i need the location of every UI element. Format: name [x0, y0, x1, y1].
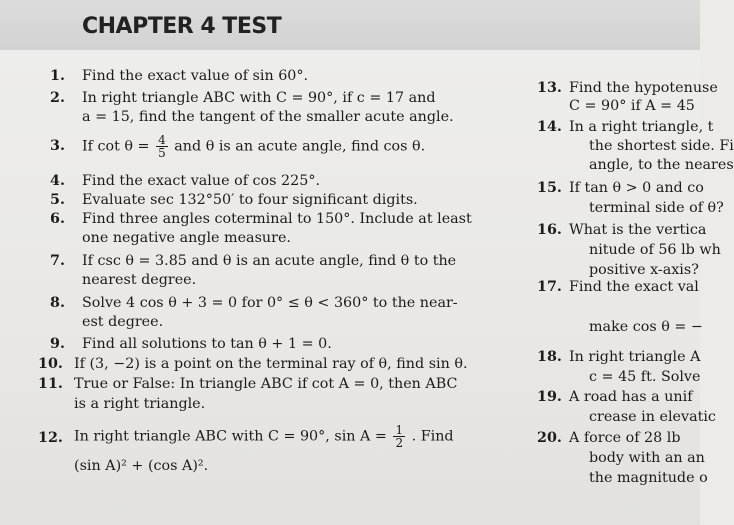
question-number: 16. — [537, 222, 562, 238]
question-text: If cot θ = — [82, 138, 150, 155]
question-text: Find the hypotenuse — [569, 80, 718, 96]
question-text: In a right triangle, t — [569, 119, 714, 135]
question-text: Find the exact value of sin 60°. — [82, 68, 309, 84]
question-text: In right triangle ABC with C = 90°, if c = 17 and — [82, 90, 436, 106]
question-text: C = 90° if A = 45 — [569, 98, 695, 114]
question-text: crease in elevatic — [589, 409, 716, 425]
right-column — [515, 0, 734, 525]
question-text: . Find — [411, 428, 454, 445]
question-text: the shortest side. Fi — [589, 138, 734, 154]
question-number: 17. — [537, 279, 562, 295]
question-text: Evaluate sec 132°50′ to four significant digits. — [82, 192, 418, 208]
question-text: Solve 4 cos θ + 3 = 0 for 0° ≤ θ < 360° to the near- — [82, 295, 458, 311]
question-text: (sin A)² + (cos A)². — [74, 458, 209, 474]
question-number: 4. — [50, 173, 65, 189]
question-text: A road has a unif — [569, 389, 693, 405]
question-text: and θ is an acute angle, find cos θ. — [174, 138, 426, 155]
question-text: nitude of 56 lb wh — [589, 242, 721, 258]
question-text: is a right triangle. — [74, 396, 206, 412]
question-number: 6. — [50, 211, 65, 227]
question-number: 9. — [50, 336, 65, 352]
question-text: one negative angle measure. — [82, 230, 291, 246]
question-number: 1. — [50, 68, 65, 84]
question-number: 19. — [537, 389, 562, 405]
question-number: 12. — [38, 430, 63, 446]
question-text: the magnitude o — [589, 470, 708, 486]
question-number: 18. — [537, 349, 562, 365]
question-text: positive x-axis? — [589, 262, 699, 278]
question-number: 8. — [50, 295, 65, 311]
question-number: 11. — [38, 376, 63, 392]
chapter-title: CHAPTER 4 TEST — [82, 14, 282, 39]
question-number: 5. — [50, 192, 65, 208]
question-text: A force of 28 lb — [569, 430, 681, 446]
fraction-numerator: 4 — [158, 133, 166, 147]
question-text: If tan θ > 0 and co — [569, 180, 704, 196]
question-text: True or False: In triangle ABC if cot A = 0, then ABC — [74, 376, 458, 392]
question-text: make cos θ = − — [589, 319, 703, 335]
question-text: angle, to the neares — [589, 157, 734, 173]
question-text: est degree. — [82, 314, 164, 330]
question-text: Find three angles coterminal to 150°. Include at least — [82, 211, 472, 227]
question-text: c = 45 ft. Solve — [589, 369, 701, 385]
question-text: a = 15, find the tangent of the smaller acute angle. — [82, 109, 454, 125]
question-text: terminal side of θ? — [589, 200, 724, 216]
fraction-denominator: 5 — [158, 146, 166, 160]
question-text: In right triangle A — [569, 349, 701, 365]
question-text: Find all solutions to tan θ + 1 = 0. — [82, 336, 332, 352]
question-number: 20. — [537, 430, 562, 446]
question-text: What is the vertica — [569, 222, 707, 238]
question-text: If csc θ = 3.85 and θ is an acute angle, find θ to the — [82, 253, 457, 269]
question-text: body with an an — [589, 450, 705, 466]
fraction-denominator: 2 — [395, 436, 404, 450]
fraction-numerator: 1 — [395, 423, 404, 437]
question-text: In right triangle ABC with C = 90°, sin A = — [74, 428, 387, 445]
question-text: Find the exact value of cos 225°. — [82, 173, 321, 189]
question-text: Find the exact val — [569, 279, 699, 295]
fraction — [156, 134, 168, 159]
question-number: 14. — [537, 119, 562, 135]
question-number: 13. — [537, 80, 562, 96]
question-text: If (3, −2) is a point on the terminal ray of θ, find sin θ. — [74, 356, 468, 372]
question-text: nearest degree. — [82, 272, 197, 288]
question-number: 7. — [50, 253, 65, 269]
question-number: 2. — [50, 90, 65, 106]
question-number: 15. — [537, 180, 562, 196]
question-number: 10. — [38, 356, 63, 372]
question-number: 3. — [50, 138, 65, 154]
fraction — [393, 424, 405, 449]
